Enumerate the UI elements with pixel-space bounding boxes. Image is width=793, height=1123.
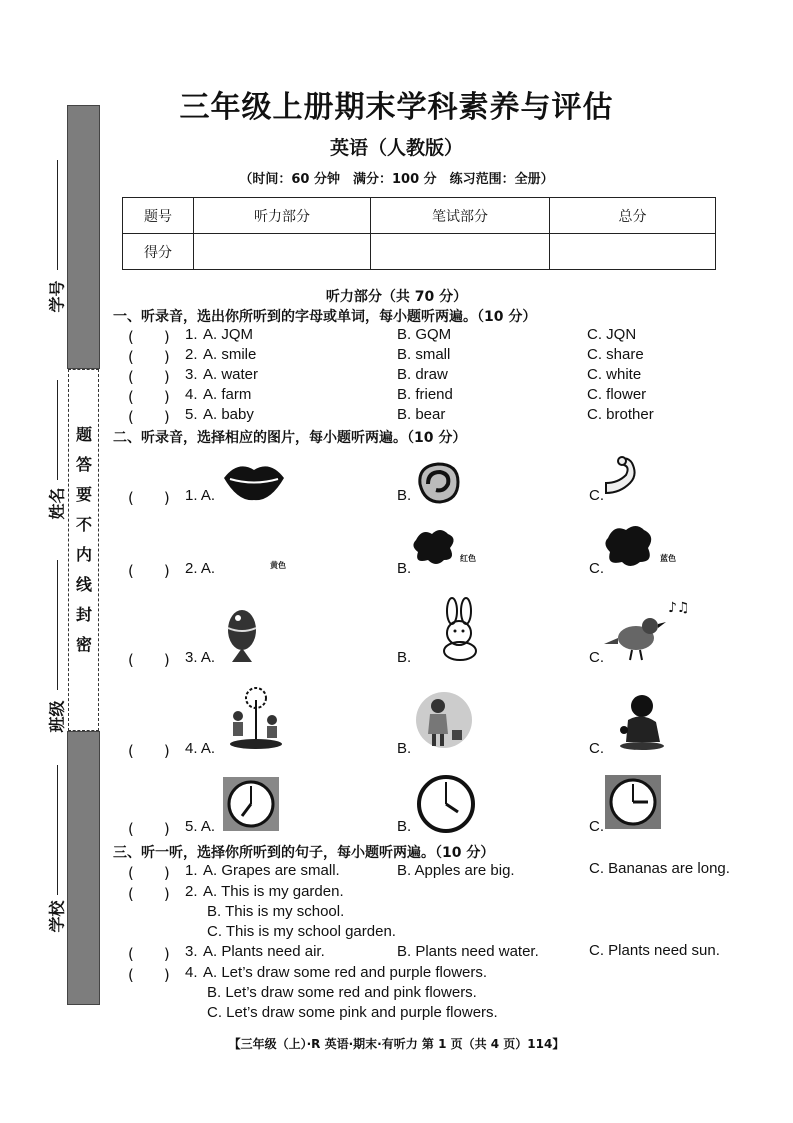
option-b: B. Plants need water. xyxy=(397,943,539,960)
answer-blank[interactable]: ( ) xyxy=(128,388,170,406)
red-splash-icon xyxy=(410,526,458,568)
option-b: B. xyxy=(397,740,412,757)
svg-text:♪♫: ♪♫ xyxy=(668,600,690,616)
student-id-label: 学号 xyxy=(47,280,67,313)
option-c: C. share xyxy=(587,346,644,363)
exam-info: （时间：60 分钟 满分：100 分 练习范围：全册） xyxy=(239,172,554,187)
answer-blank[interactable]: ( ) xyxy=(128,328,170,346)
option-a: A. farm xyxy=(203,386,252,403)
option-a: A. water xyxy=(203,366,259,383)
answer-blank[interactable]: ( ) xyxy=(128,966,170,984)
child-flower-icon xyxy=(612,692,666,752)
item-number: 4. xyxy=(185,386,198,403)
option-c: C. brother xyxy=(587,406,654,423)
score-table xyxy=(122,197,716,270)
answer-blank[interactable]: ( ) xyxy=(128,820,170,838)
option-b: B. xyxy=(397,649,412,666)
option-c: C. xyxy=(589,818,604,835)
option-b: B. draw xyxy=(397,366,448,383)
singing-bird-icon xyxy=(602,592,698,662)
item-number: 4. xyxy=(185,964,198,981)
name-label: 姓名 xyxy=(47,487,67,520)
score-header-cell: 题号 xyxy=(123,198,194,234)
page-subtitle: 英语（人教版） xyxy=(329,137,463,159)
option-b: B. GQM xyxy=(397,326,452,343)
answer-blank[interactable]: ( ) xyxy=(128,885,170,903)
answer-blank[interactable]: ( ) xyxy=(128,864,170,882)
section2-title: 二、听录音，选择相应的图片，每小题听两遍。（10 分） xyxy=(113,430,467,446)
answer-blank[interactable]: ( ) xyxy=(128,742,170,760)
item-number: 2. A. xyxy=(185,560,216,577)
rabbit-icon xyxy=(432,597,492,663)
blue-label: 蓝色 xyxy=(660,554,676,563)
class-label: 班级 xyxy=(47,700,67,733)
listening-title: 听力部分（共 70 分） xyxy=(325,289,468,305)
option-c: C. JQN xyxy=(587,326,637,343)
section1-title: 一、听录音，选出你所听到的字母或单词，每小题听两遍。（10 分） xyxy=(113,309,537,325)
answer-blank[interactable]: ( ) xyxy=(128,945,170,963)
planting-tree-icon xyxy=(226,686,286,752)
item-number: 1. A. xyxy=(185,487,216,504)
seal-text: 题 答 要 不 内 线 封 密 xyxy=(75,425,92,654)
option-c: C. xyxy=(589,487,604,504)
score-header-cell: 笔试部分 xyxy=(371,198,550,234)
option-a: A. Let’s draw some red and purple flowers. xyxy=(203,964,488,981)
score-header-cell: 总分 xyxy=(550,198,716,234)
answer-blank[interactable]: ( ) xyxy=(128,348,170,366)
option-c: C. white xyxy=(587,366,642,383)
option-a: A. JQM xyxy=(203,326,254,343)
section3-title: 三、听一听，选择你所听到的句子，每小题听两遍。（10 分） xyxy=(113,845,495,861)
option-a: A. smile xyxy=(203,346,257,363)
option-a: A. baby xyxy=(203,406,254,423)
arm-icon xyxy=(602,453,648,499)
option-b: B. Let’s draw some red and pink flowers. xyxy=(207,984,477,1001)
clock-icon xyxy=(604,774,662,830)
yellow-label: 黄色 xyxy=(270,561,286,570)
red-label: 红色 xyxy=(460,554,476,563)
score-input-cell[interactable] xyxy=(550,234,716,270)
option-c: C. xyxy=(589,740,604,757)
score-row-label: 得分 xyxy=(123,234,194,270)
option-c: C. Bananas are long. xyxy=(589,860,730,877)
score-input-cell[interactable] xyxy=(194,234,371,270)
score-input-cell[interactable] xyxy=(371,234,550,270)
page-footer: 【三年级（上）·R 英语·期末·有听力 第 1 页（共 4 页）114】 xyxy=(228,1037,565,1051)
blue-splash-icon xyxy=(602,522,656,570)
answer-blank[interactable]: ( ) xyxy=(128,368,170,386)
binding-bar-bottom xyxy=(67,731,100,1005)
answer-blank[interactable]: ( ) xyxy=(128,651,170,669)
item-number: 4. A. xyxy=(185,740,216,757)
school-label: 学校 xyxy=(47,900,67,933)
school-line[interactable] xyxy=(57,765,58,895)
answer-blank[interactable]: ( ) xyxy=(128,562,170,580)
item-number: 5. xyxy=(185,406,198,423)
option-c: C. xyxy=(589,560,604,577)
watering-plant-icon xyxy=(414,690,474,752)
option-b: B. xyxy=(397,560,412,577)
option-b: B. xyxy=(397,487,412,504)
clock-icon xyxy=(416,774,476,834)
option-b: B. Apples are big. xyxy=(397,862,515,879)
item-number: 1. xyxy=(185,326,198,343)
item-number: 5. A. xyxy=(185,818,216,835)
option-a: A. Plants need air. xyxy=(203,943,325,960)
clock-icon xyxy=(222,776,280,832)
option-c: C. Let’s draw some pink and purple flowers. xyxy=(207,1004,498,1021)
option-c: C. flower xyxy=(587,386,647,403)
item-number: 3. xyxy=(185,366,198,383)
class-line[interactable] xyxy=(57,560,58,690)
option-b: B. friend xyxy=(397,386,453,403)
item-number: 3. A. xyxy=(185,649,216,666)
item-number: 2. xyxy=(185,346,198,363)
option-c: C. This is my school garden. xyxy=(207,923,396,940)
fish-icon xyxy=(222,604,262,664)
ear-icon xyxy=(414,460,462,506)
option-a: A. This is my garden. xyxy=(203,883,344,900)
option-b: B. bear xyxy=(397,406,446,423)
option-b: B. This is my school. xyxy=(207,903,345,920)
option-b: B. xyxy=(397,818,412,835)
page-title: 三年级上册期末学科素养与评估 xyxy=(179,90,614,125)
answer-blank[interactable]: ( ) xyxy=(128,489,170,507)
lips-icon xyxy=(222,460,286,502)
option-b: B. small xyxy=(397,346,451,363)
item-number: 3. xyxy=(185,943,198,960)
option-a: A. Grapes are small. xyxy=(203,862,340,879)
name-line[interactable] xyxy=(57,380,58,480)
score-header-cell: 听力部分 xyxy=(194,198,371,234)
item-number: 1. xyxy=(185,862,198,879)
answer-blank[interactable]: ( ) xyxy=(128,408,170,426)
option-c: C. xyxy=(589,649,604,666)
item-number: 2. xyxy=(185,883,198,900)
option-c: C. Plants need sun. xyxy=(589,942,720,959)
